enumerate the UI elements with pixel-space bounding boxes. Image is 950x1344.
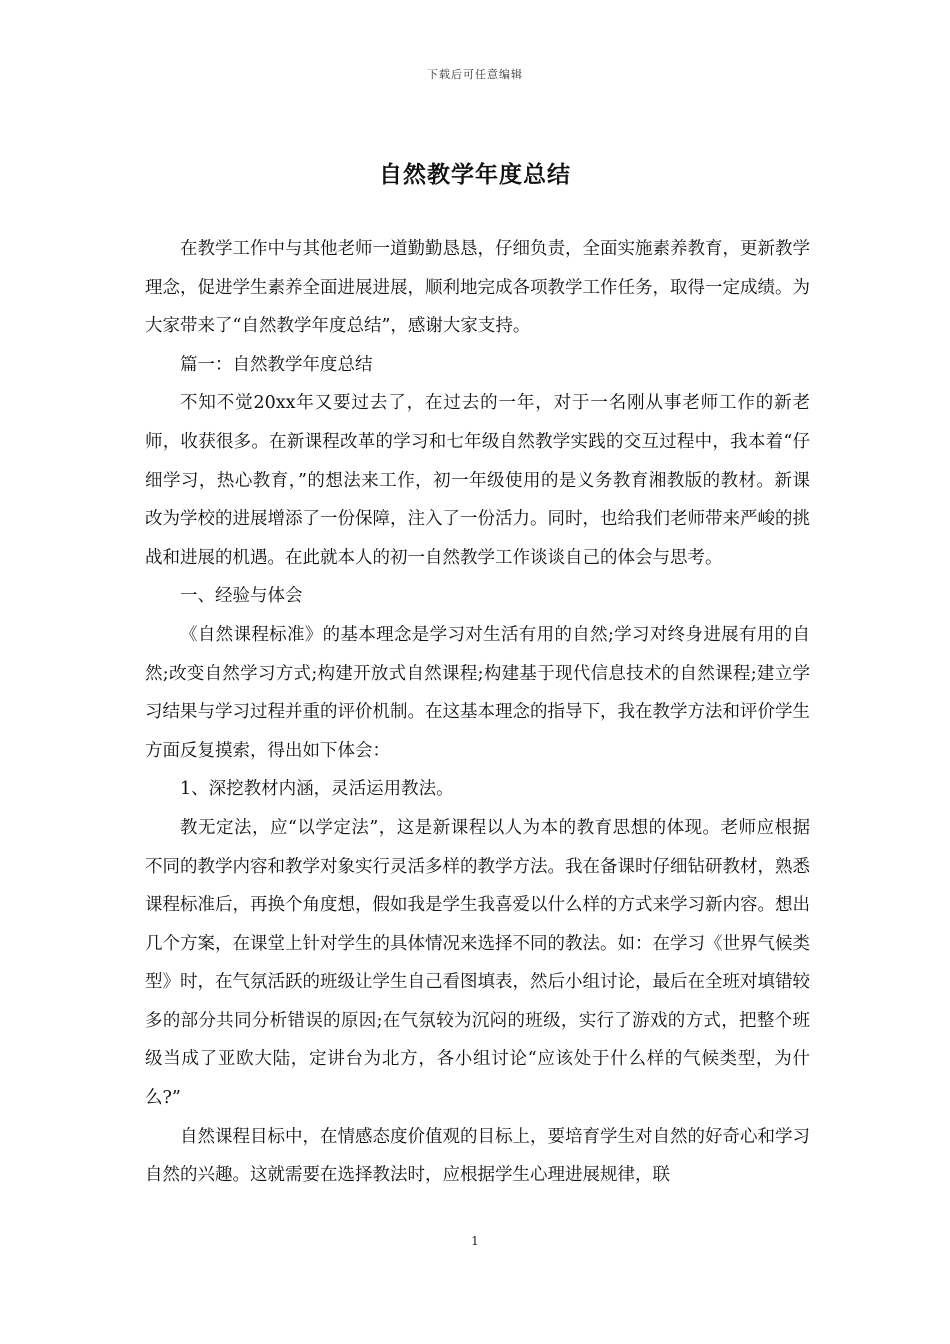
section-heading-experience: 一、经验与体会 <box>180 586 303 607</box>
paragraph: 《自然课程标准》的基本理念是学习对生活有用的自然;学习对终身进展有用的自然;改变自然学习方式;构建开放式自然课程;构建基于现代信息技术的自然课程;建立学习结果与学习过程并重的评价机制。在这基本理念的指导下，我在教学方法和评价学生方面反复摸索，得出如下体会： <box>145 624 810 761</box>
paragraph-intro: 在教学工作中与其他老师一道勤勤恳恳，仔细负责，全面实施素养教育，更新教学理念，促进学生素养全面进展进展，顺利地完成各项教学工作任务，取得一定成绩。为大家带来了“自然教学年度总结”，感谢大家支持。 <box>145 239 810 337</box>
section-heading-part-one: 篇一：自然教学年度总结 <box>180 354 373 375</box>
document-title: 自然教学年度总结 <box>379 161 571 188</box>
document-body <box>145 230 810 1195</box>
paragraph: 教无定法，应“以学定法”，这是新课程以人为本的教育思想的体现。老师应根据不同的教学内容和教学对象实行灵活多样的教学方法。我在备课时仔细钻研教材，熟悉课程标准后，再换个角度想，假如我是学生我喜爱以什么样的方式来学习新内容。想出几个方案，在课堂上针对学生的具体情况来选择不同的教法。如：在学习《世界气候类型》时，在气氛活跃的班级让学生自己看图填表，然后小组讨论，最后在全班对填错较多的部分共同分析错误的原因;在气氛较为沉闷的班级，实行了游戏的方式，把整个班级当成了亚欧大陆，定讲台为北方，各小组讨论“应该处于什么样的气候类型，为什么?” <box>145 817 810 1109</box>
page-number: 1 <box>471 1234 479 1248</box>
paragraph: 自然课程目标中，在情感态度价值观的目标上，要培育学生对自然的好奇心和学习自然的兴趣。这就需要在选择教法时，应根据学生心理进展规律，联 <box>145 1126 810 1186</box>
paragraph: 不知不觉20xx年又要过去了，在过去的一年，对于一名刚从事老师工作的新老师，收获很多。在新课程改革的学习和七年级自然教学实践的交互过程中，我本着“仔细学习，热心教育，”的想法来工作，初一年级使用的是义务教育湘教版的教材。新课改为学校的进展增添了一份保障，注入了一份活力。同时，也给我们老师带来严峻的挑战和进展的机遇。在此就本人的初一自然教学工作谈谈自己的体会与思考。 <box>145 393 810 568</box>
page-header-note: 下载后可任意编辑 <box>427 68 523 81</box>
subheading-teaching-methods: 1、深挖教材内涵，灵活运用教法。 <box>180 779 454 800</box>
